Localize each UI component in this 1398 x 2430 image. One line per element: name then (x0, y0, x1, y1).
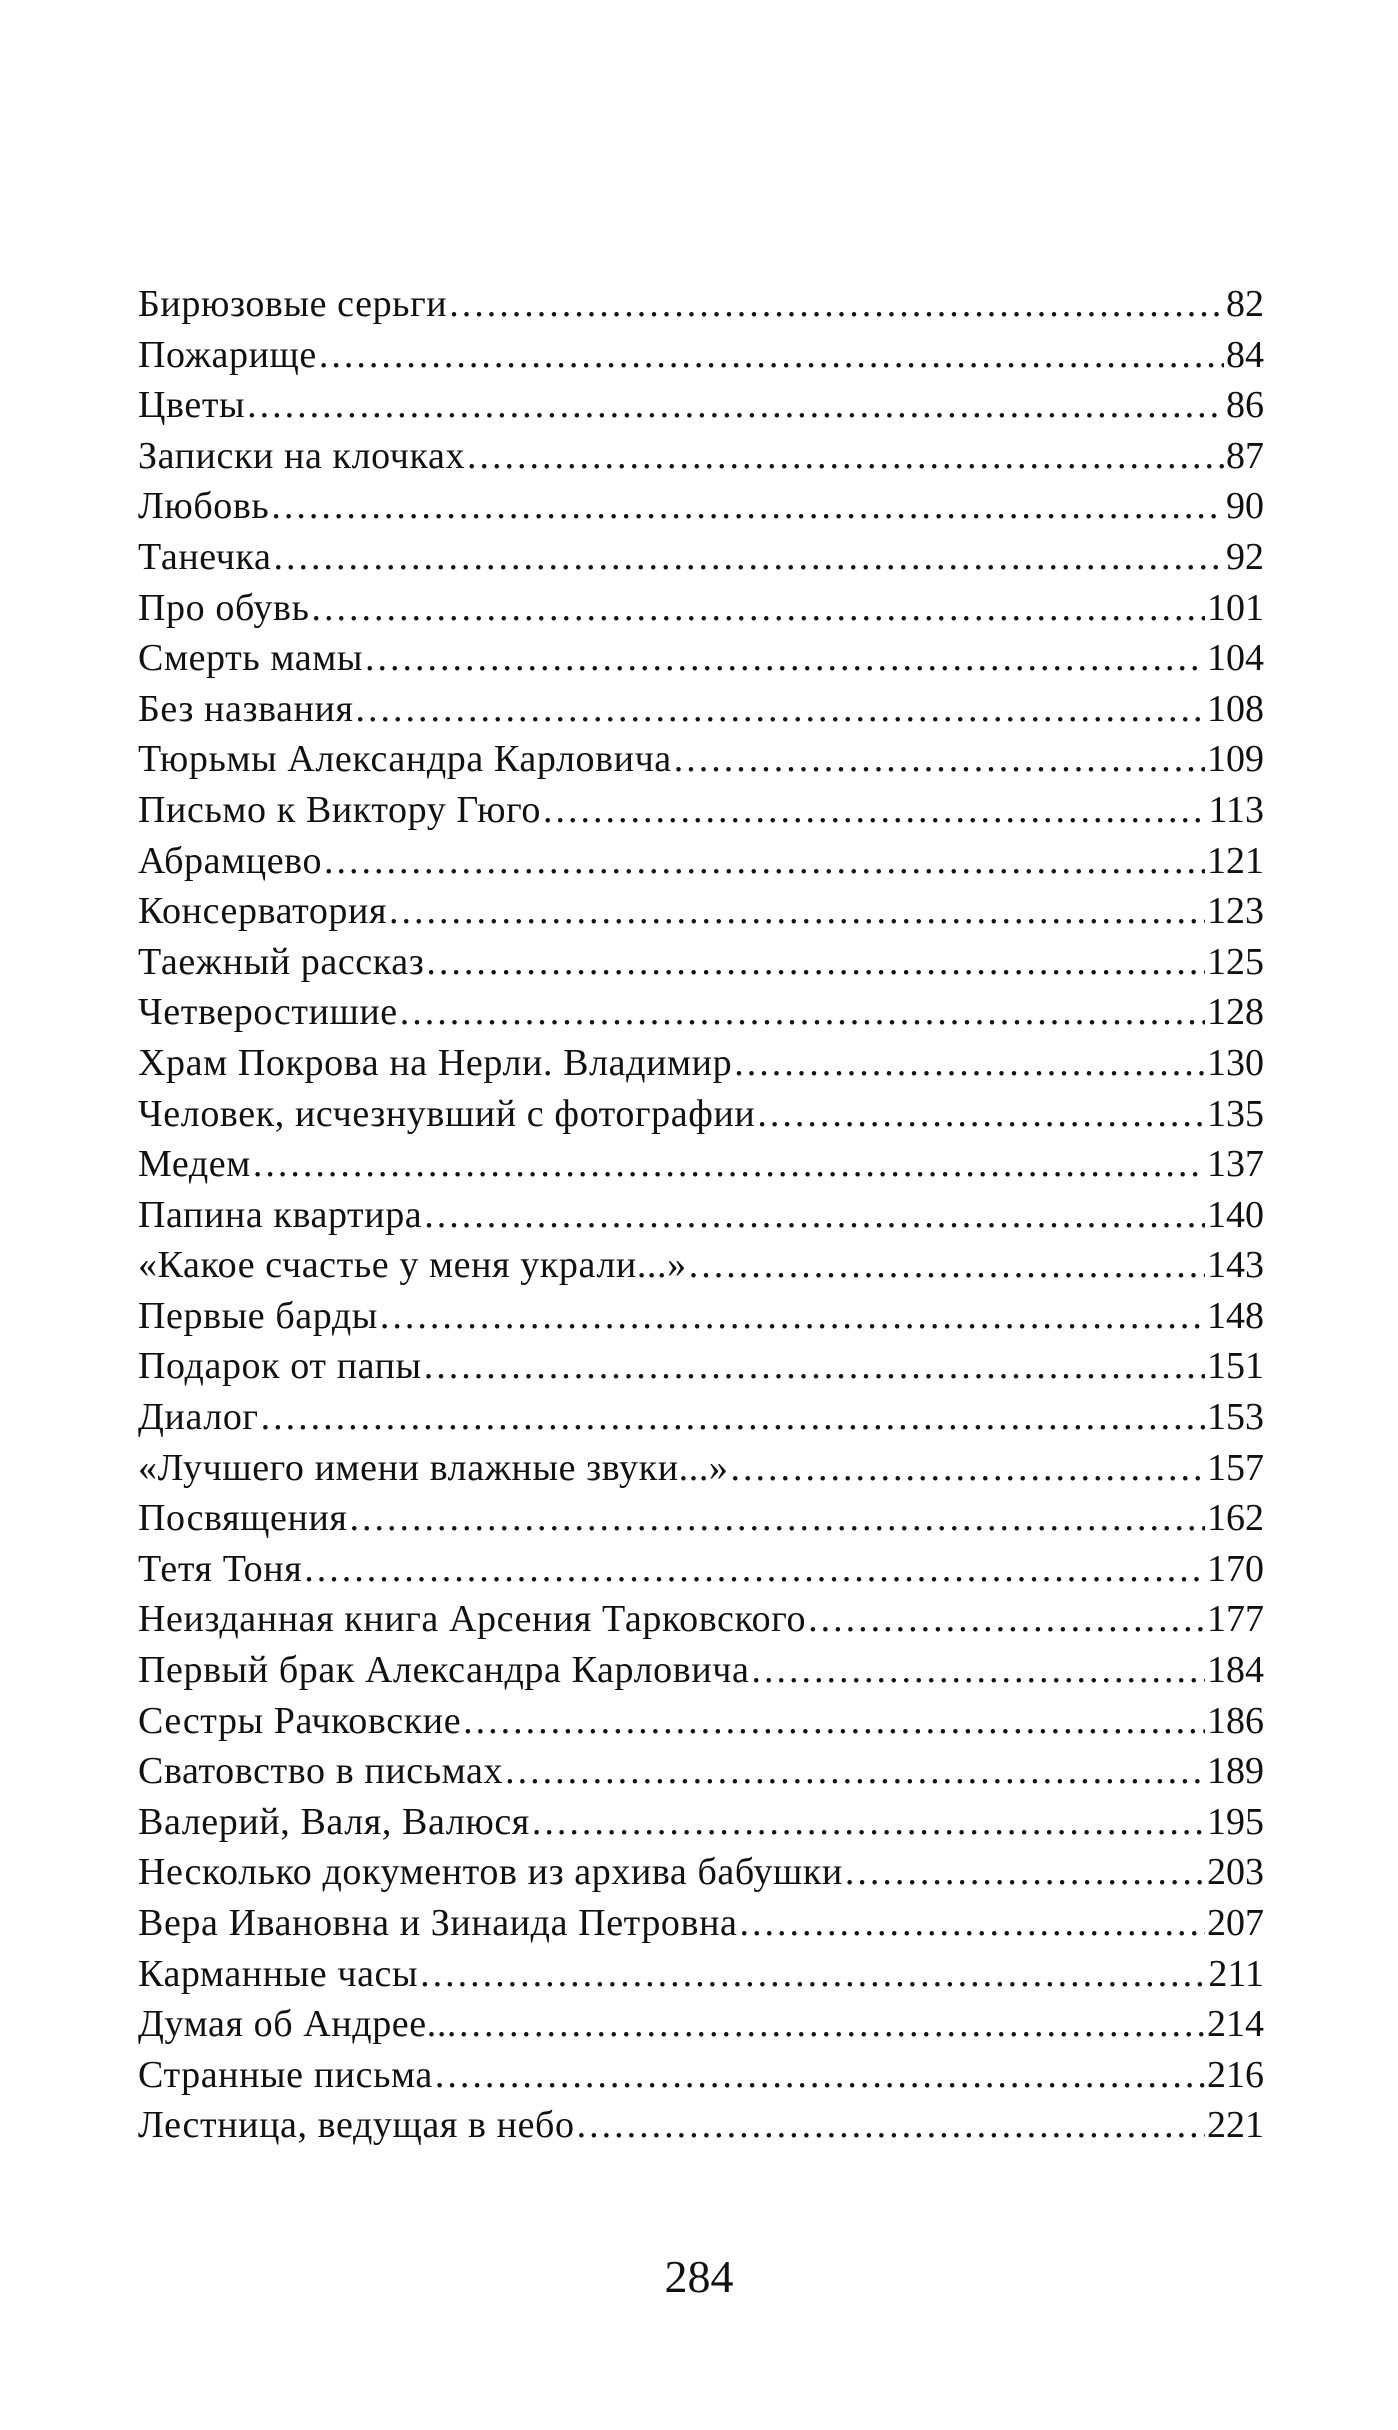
dot-leader (751, 1645, 1205, 1696)
toc-entry-page: 121 (1207, 839, 1264, 882)
toc-entry (138, 1341, 1264, 1392)
dot-leader (324, 836, 1205, 887)
toc-entry (138, 583, 1264, 634)
toc-entry (138, 2100, 1264, 2151)
dot-leader (467, 431, 1224, 482)
dot-leader (424, 1341, 1205, 1392)
toc-entry-title: Посвящения (138, 1497, 348, 1540)
dot-leader (757, 1089, 1205, 1140)
toc-entry (138, 937, 1264, 988)
toc-entry-page: 157 (1207, 1446, 1264, 1489)
dot-leader (739, 1898, 1205, 1949)
toc-entry-title: Странные письма (138, 2053, 433, 2096)
toc-entry (138, 1089, 1264, 1140)
toc-entry (138, 1291, 1264, 1342)
toc-entry (138, 785, 1264, 836)
toc-entry-title: Человек, исчезнувший с фотографии (138, 1092, 756, 1135)
dot-leader (349, 1493, 1205, 1544)
toc-entry-title: Неизданная книга Арсения Тарковского (138, 1598, 807, 1641)
dot-leader (426, 937, 1205, 988)
dot-leader (449, 279, 1224, 330)
toc-entry-title: Тетя Тоня (138, 1547, 303, 1590)
toc-entry-page: 184 (1207, 1649, 1264, 1692)
toc-entry-title: Письмо к Виктору Гюго (138, 788, 541, 831)
toc-entry-page: 214 (1207, 2003, 1264, 2046)
toc-entry-title: Первый брак Александра Карловича (138, 1649, 750, 1692)
toc-entry (138, 1746, 1264, 1797)
toc-entry (138, 987, 1264, 1038)
toc-entry (138, 1139, 1264, 1190)
toc-entry-page: 130 (1207, 1041, 1264, 1084)
dot-leader (273, 532, 1224, 583)
toc-entry (138, 380, 1264, 431)
toc-entry (138, 1949, 1264, 2000)
toc-entry (138, 1645, 1264, 1696)
toc-entry (138, 1999, 1264, 2050)
toc-entry-title: Цветы (138, 384, 246, 427)
toc-entry-title: Таежный рассказ (138, 940, 425, 983)
toc-entry (138, 481, 1264, 532)
toc-entry (138, 1392, 1264, 1443)
toc-entry-page: 170 (1207, 1547, 1264, 1590)
toc-entry-page: 177 (1207, 1598, 1264, 1641)
toc-entry-page: 189 (1207, 1750, 1264, 1793)
toc-entry (138, 886, 1264, 937)
toc-entry-page: 151 (1207, 1345, 1264, 1388)
dot-leader (505, 1746, 1205, 1797)
toc-entry-title: Сестры Рачковские (138, 1699, 462, 1742)
toc-entry-page: 140 (1207, 1193, 1264, 1236)
table-of-contents (138, 279, 1264, 2151)
dot-leader (731, 1443, 1205, 1494)
toc-entry (138, 633, 1264, 684)
toc-entry (138, 2050, 1264, 2101)
toc-entry-title: Лестница, ведущая в небо (138, 2104, 575, 2147)
toc-entry-page: 135 (1207, 1092, 1264, 1135)
toc-entry-page: 84 (1226, 333, 1264, 376)
toc-entry-page: 153 (1207, 1396, 1264, 1439)
toc-entry-title: Про обувь (138, 586, 310, 629)
toc-entry-page: 137 (1207, 1143, 1264, 1186)
toc-entry (138, 1443, 1264, 1494)
toc-entry (138, 1898, 1264, 1949)
toc-entry (138, 1797, 1264, 1848)
toc-entry (138, 1544, 1264, 1595)
toc-entry-page: 211 (1208, 1952, 1264, 1995)
page-number: 284 (664, 2251, 734, 2302)
toc-entry-title: Бирюзовые серьги (138, 283, 448, 325)
toc-entry-title: Пожарище (138, 333, 317, 376)
toc-entry-page: 143 (1207, 1244, 1264, 1287)
dot-leader (463, 1696, 1205, 1747)
toc-entry (138, 431, 1264, 482)
toc-entry-title: Абрамцево (138, 839, 323, 882)
dot-leader (674, 734, 1205, 785)
dot-leader (543, 785, 1206, 836)
toc-entry-title: «Лучшего имени влажные звуки...» (138, 1446, 729, 1489)
toc-entry-page: 162 (1207, 1497, 1264, 1540)
toc-entry (138, 1847, 1264, 1898)
toc-entry-page: 82 (1226, 283, 1264, 325)
toc-entry-title: Четверостишие (138, 991, 398, 1034)
dot-leader (312, 583, 1205, 634)
dot-leader (845, 1847, 1205, 1898)
toc-entry (138, 1696, 1264, 1747)
dot-leader (389, 886, 1205, 937)
toc-entry-page: 108 (1207, 687, 1264, 730)
toc-entry (138, 330, 1264, 381)
dot-leader (420, 1949, 1206, 2000)
toc-entry (138, 684, 1264, 735)
toc-entry-title: Папина квартира (138, 1193, 423, 1236)
toc-entry-title: Смерть мамы (138, 637, 364, 680)
toc-entry-title: Карманные часы (138, 1952, 419, 1995)
toc-entry-page: 128 (1207, 991, 1264, 1034)
toc-entry-page: 148 (1207, 1294, 1264, 1337)
dot-leader (459, 1999, 1205, 2050)
dot-leader (424, 1190, 1205, 1241)
toc-entry (138, 836, 1264, 887)
toc-entry (138, 1240, 1264, 1291)
toc-entry (138, 1493, 1264, 1544)
dot-leader (400, 987, 1205, 1038)
dot-leader (380, 1291, 1205, 1342)
toc-entry-page: 87 (1226, 434, 1264, 477)
toc-entry-page: 186 (1207, 1699, 1264, 1742)
toc-entry-title: Записки на клочках (138, 434, 466, 477)
toc-entry-page: 123 (1207, 890, 1264, 933)
toc-entry-title: Валерий, Валя, Валюся (138, 1800, 530, 1843)
toc-entry-title: Храм Покрова на Нерли. Владимир (138, 1041, 733, 1084)
dot-leader (319, 330, 1224, 381)
toc-entry-page: 90 (1226, 485, 1264, 528)
toc-entry-page: 86 (1226, 384, 1264, 427)
dot-leader (253, 1139, 1205, 1190)
toc-entry-page: 207 (1207, 1902, 1264, 1944)
toc-entry-title: Подарок от папы (138, 1345, 422, 1388)
toc-entry-title: Сватовство в письмах (138, 1750, 504, 1793)
toc-entry-title: Без названия (138, 687, 354, 730)
dot-leader (689, 1240, 1205, 1291)
toc-entry-title: Любовь (138, 485, 270, 528)
toc-entry-page: 113 (1208, 788, 1264, 831)
dot-leader (271, 481, 1224, 532)
toc-entry-page: 203 (1207, 1851, 1264, 1894)
toc-entry-title: Несколько документов из архива бабушки (138, 1851, 843, 1894)
toc-entry-title: Консерватория (138, 890, 388, 933)
dot-leader (365, 633, 1205, 684)
toc-entry-title: Думая об Андрее... (138, 2003, 458, 2046)
toc-entry (138, 734, 1264, 785)
dot-leader (532, 1797, 1205, 1848)
dot-leader (247, 380, 1224, 431)
toc-entry-page: 216 (1207, 2053, 1264, 2096)
dot-leader (577, 2100, 1205, 2151)
toc-entry-title: Диалог (138, 1396, 259, 1439)
toc-entry (138, 1594, 1264, 1645)
toc-entry (138, 532, 1264, 583)
toc-entry-title: Медем (138, 1143, 251, 1186)
toc-entry-page: 109 (1207, 738, 1264, 781)
toc-entry (138, 279, 1264, 330)
toc-entry-page: 195 (1207, 1800, 1264, 1843)
toc-entry-page: 104 (1207, 637, 1264, 680)
toc-entry-title: Первые барды (138, 1294, 378, 1337)
toc-entry-title: Вера Ивановна и Зинаида Петровна (138, 1902, 738, 1944)
toc-entry (138, 1190, 1264, 1241)
dot-leader (356, 684, 1205, 735)
toc-entry-page: 125 (1207, 940, 1264, 983)
dot-leader (435, 2050, 1205, 2101)
dot-leader (304, 1544, 1205, 1595)
toc-entry-page: 101 (1207, 586, 1264, 629)
dot-leader (261, 1392, 1205, 1443)
toc-entry (138, 1038, 1264, 1089)
toc-entry-page: 221 (1207, 2104, 1264, 2147)
dot-leader (808, 1594, 1205, 1645)
toc-entry-title: Танечка (138, 535, 272, 578)
toc-entry-page: 92 (1226, 535, 1264, 578)
toc-entry-title: Тюрьмы Александра Карловича (138, 738, 672, 781)
dot-leader (734, 1038, 1205, 1089)
toc-entry-title: «Какое счастье у меня украли...» (138, 1244, 687, 1287)
